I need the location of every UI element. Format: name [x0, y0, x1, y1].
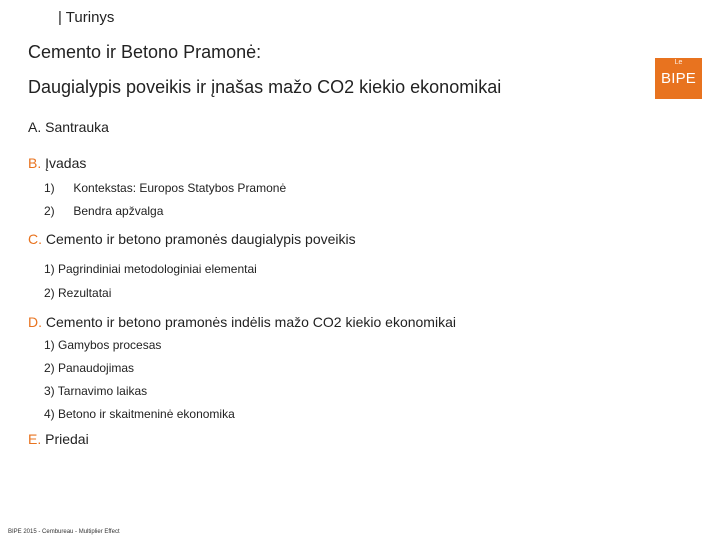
- section-letter: D.: [28, 314, 42, 330]
- section-title: Įvadas: [45, 155, 87, 171]
- section-title: Santrauka: [45, 119, 109, 135]
- section-title: Priedai: [45, 431, 89, 447]
- toc-section-e: [28, 431, 89, 447]
- toc-item: [44, 204, 163, 218]
- toc-item: [44, 181, 286, 195]
- logo-text: BIPE: [661, 70, 696, 87]
- page-title: Cemento ir Betono Pramonė:: [28, 42, 262, 62]
- toc-item: 3) Tarnavimo laikas: [44, 384, 148, 398]
- toc-section-c: [28, 231, 356, 247]
- logo-prefix: Le: [674, 59, 683, 66]
- section-letter: A.: [28, 119, 42, 135]
- section-letter: B.: [28, 155, 42, 171]
- item-text: Kontekstas: Europos Statybos Pramonė: [73, 181, 287, 195]
- item-number: 1): [44, 181, 55, 195]
- toc-section-d: [28, 314, 456, 330]
- toc-item: 4) Betono ir skaitmeninė ekonomika: [44, 407, 235, 421]
- section-letter: C.: [28, 231, 42, 247]
- section-title: Cemento ir betono pramonės daugialypis poveikis: [45, 231, 356, 247]
- item-number: 2): [44, 204, 55, 218]
- toc-item: 1) Pagrindiniai metodologiniai elementai: [44, 262, 257, 276]
- toc-section-a: [28, 119, 109, 135]
- toc-section-b: [28, 155, 86, 171]
- page-subtitle: Daugialypis poveikis ir įnašas mažo CO2 kiekio ekonomikai: [28, 77, 502, 97]
- toc-item: 2) Rezultatai: [44, 286, 112, 300]
- toc-item: 1) Gamybos procesas: [44, 338, 162, 352]
- section-header-label: | Turinys: [58, 9, 115, 26]
- toc-item: 2) Panaudojimas: [44, 361, 135, 375]
- footer-text: BIPE 2015 - Cembureau - Multiplier Effect: [8, 529, 120, 535]
- bipe-logo: [655, 58, 702, 99]
- section-letter: E.: [28, 431, 42, 447]
- item-text: Bendra apžvalga: [73, 204, 164, 218]
- section-title: Cemento ir betono pramonės indėlis mažo CO2 kiekio ekonomikai: [45, 314, 456, 330]
